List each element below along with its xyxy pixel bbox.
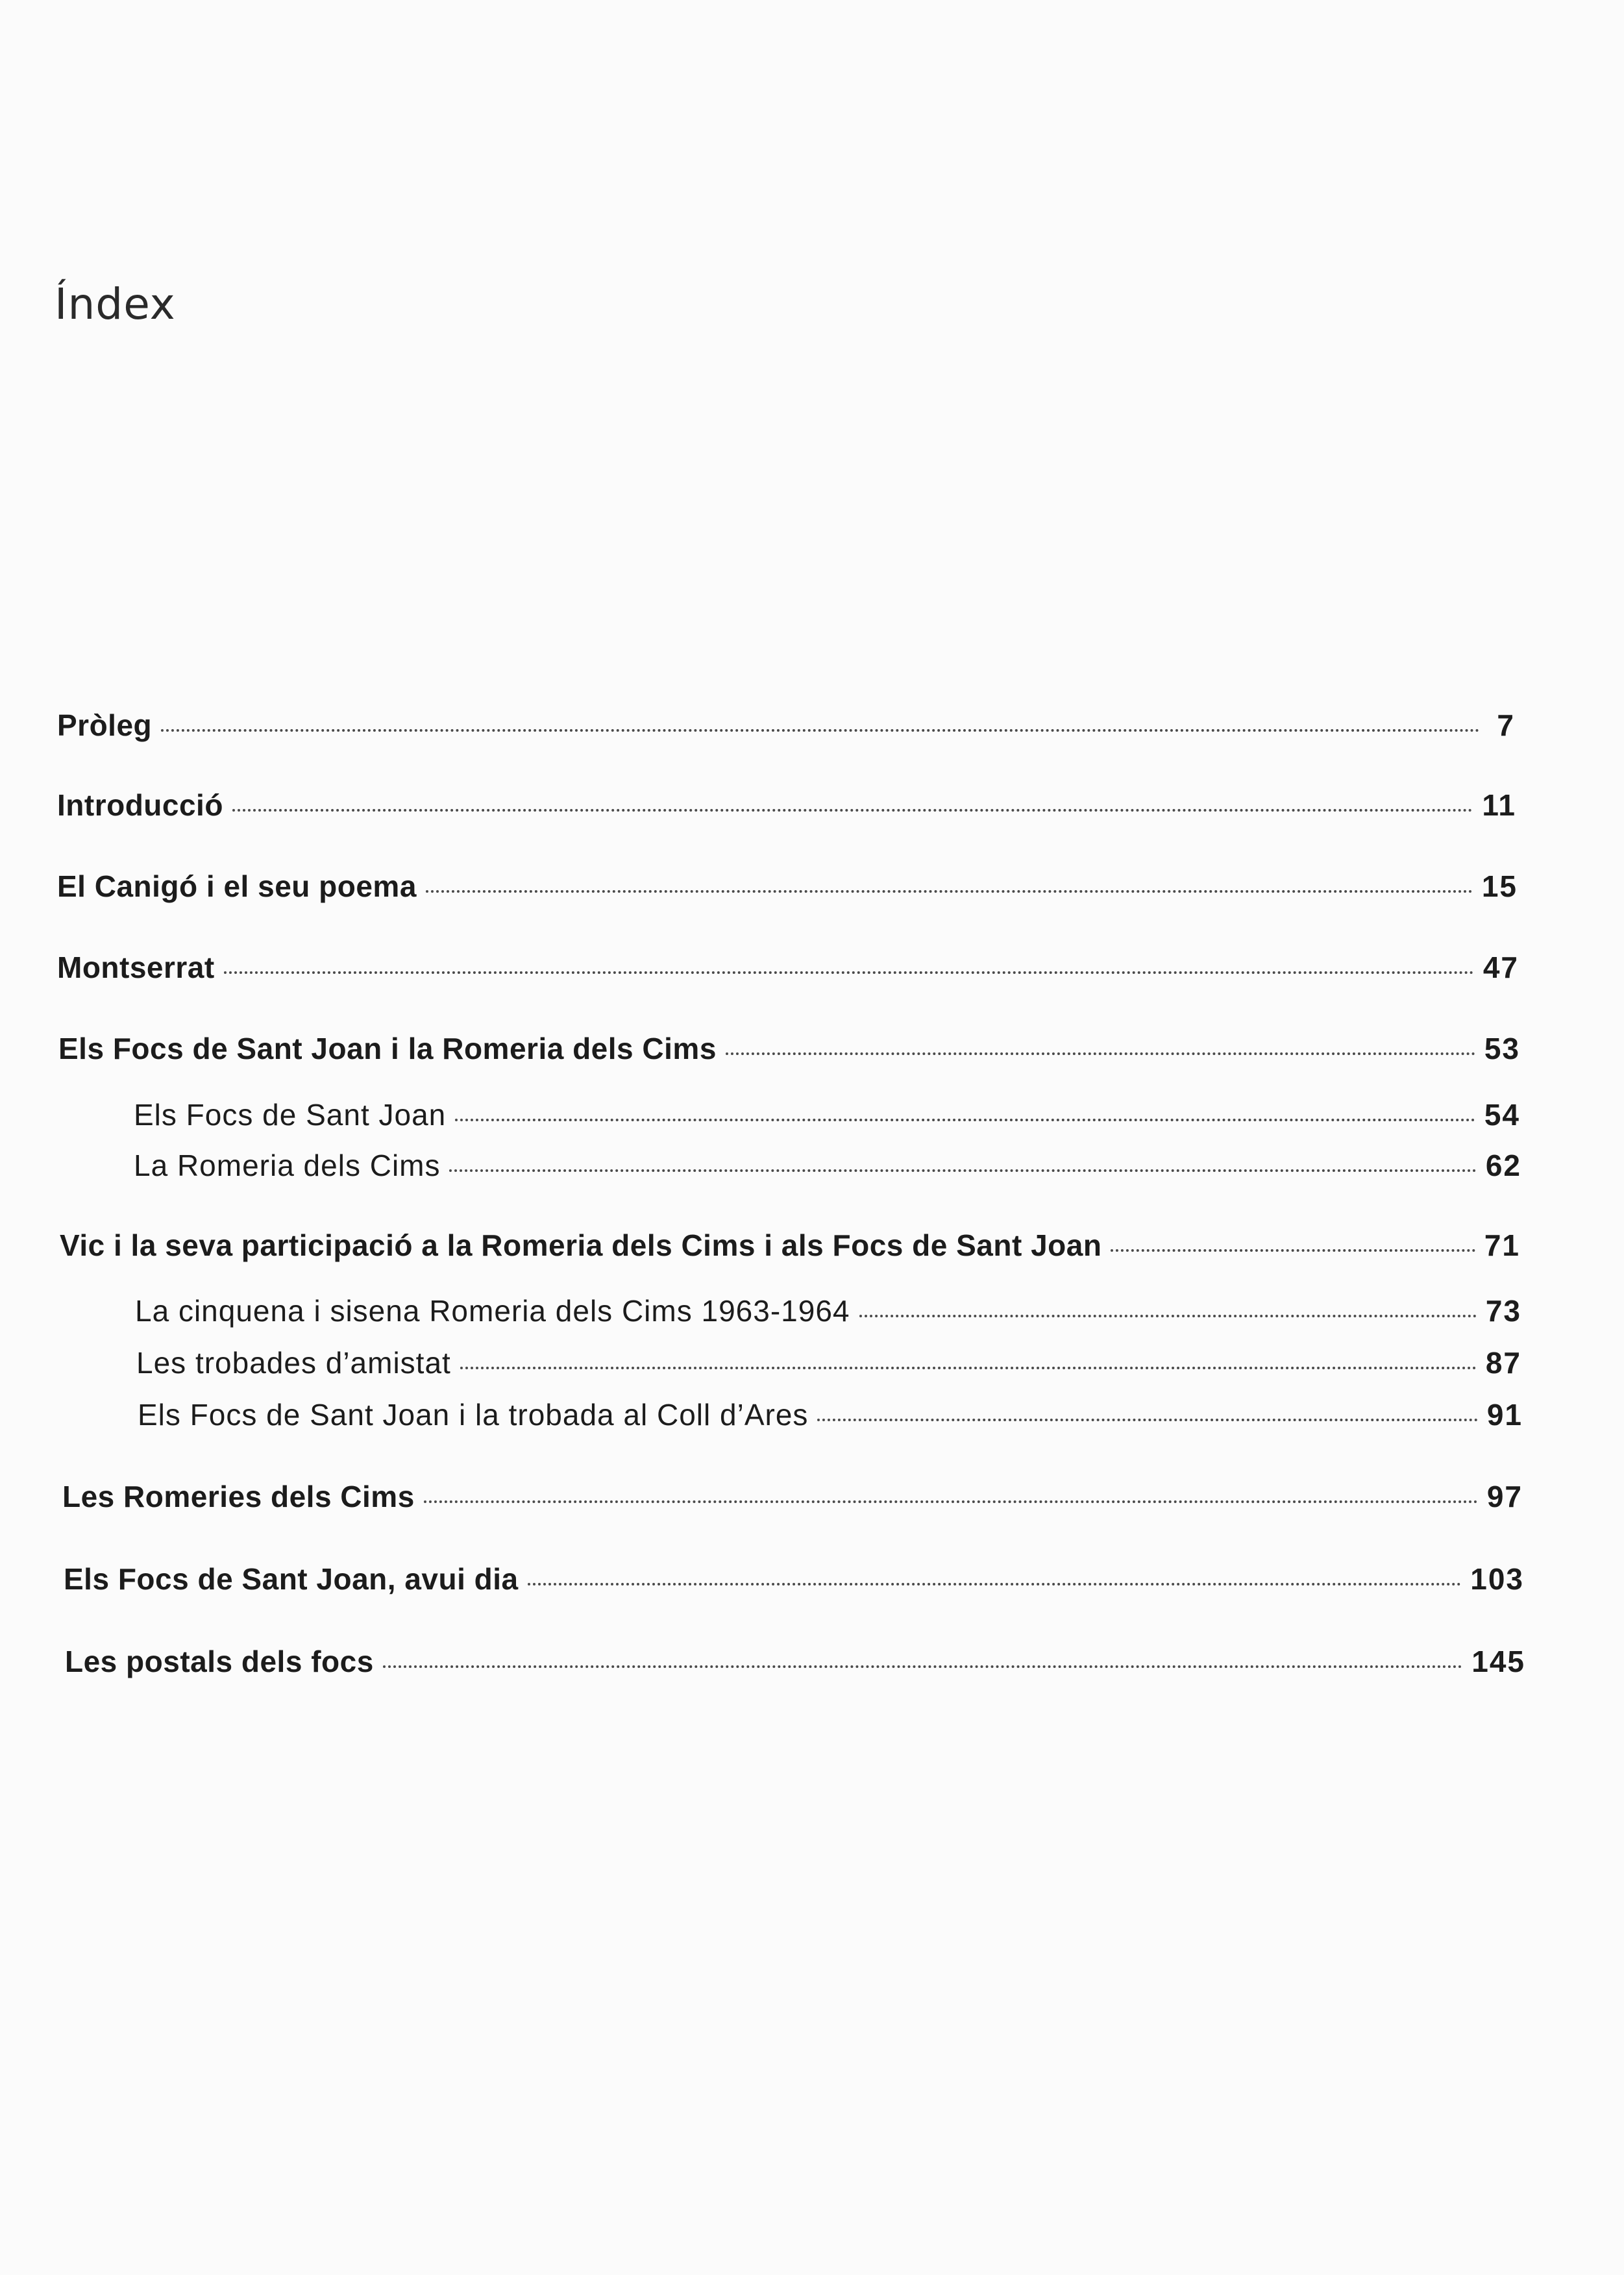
dot-leader <box>817 1419 1477 1421</box>
dot-leader <box>232 809 1473 812</box>
page-title: Índex <box>55 279 176 329</box>
dot-leader <box>449 1169 1476 1172</box>
toc-entry-page: 145 <box>1471 1645 1525 1678</box>
dot-leader <box>383 1665 1462 1668</box>
toc-entry-page: 73 <box>1485 1294 1521 1328</box>
dot-leader <box>224 971 1474 974</box>
toc-entry-page: 103 <box>1470 1562 1524 1596</box>
dot-leader <box>528 1583 1462 1585</box>
toc-entry-label: Els Focs de Sant Joan i la Romeria dels Cims <box>58 1032 717 1065</box>
toc-entry-label: El Canigó i el seu poema <box>57 869 417 903</box>
toc-entry <box>64 1561 1524 1607</box>
toc-entry-page: 97 <box>1486 1480 1523 1513</box>
toc-entry-label: Les Romeries dels Cims <box>62 1480 415 1513</box>
toc-entry-label: La Romeria dels Cims <box>134 1149 441 1182</box>
toc-entry-page: 54 <box>1484 1098 1520 1132</box>
toc-entry-label: Els Focs de Sant Joan i la trobada al Coll d’Ares <box>138 1398 809 1432</box>
toc-entry <box>62 1479 1523 1524</box>
toc-entry-label: Vic i la seva participació a la Romeria dels Cims i als Focs de Sant Joan <box>60 1228 1102 1262</box>
toc-entry-page: 87 <box>1485 1346 1521 1380</box>
toc-entry <box>57 869 1518 914</box>
toc-entry-page: 7 <box>1497 708 1515 742</box>
dot-leader <box>424 1500 1478 1503</box>
toc-entry <box>57 788 1516 833</box>
toc-entry <box>58 1031 1520 1076</box>
dot-leader <box>859 1315 1477 1317</box>
toc-entry-page: 62 <box>1485 1149 1521 1182</box>
toc-subentry <box>138 1397 1523 1443</box>
toc-entry-label: Els Focs de Sant Joan, avui dia <box>64 1562 519 1596</box>
dot-leader <box>460 1367 1477 1369</box>
toc-subentry <box>135 1293 1521 1339</box>
toc-entry-label: Montserrat <box>57 951 215 984</box>
toc-entry-page: 71 <box>1484 1228 1520 1262</box>
toc-entry-page: 15 <box>1481 869 1518 903</box>
toc-entry-page: 47 <box>1483 951 1519 984</box>
toc-subentry <box>136 1345 1521 1391</box>
dot-leader <box>726 1052 1475 1055</box>
toc-entry <box>57 950 1519 995</box>
toc-entry-label: Introducció <box>57 788 223 822</box>
toc-entry-page: 91 <box>1486 1398 1523 1432</box>
toc-subentry <box>134 1097 1520 1143</box>
toc-entry-label: Els Focs de Sant Joan <box>134 1098 447 1132</box>
toc-entry-label: Les trobades d’amistat <box>136 1346 451 1380</box>
toc-subentry <box>134 1148 1521 1193</box>
dot-leader <box>426 890 1473 893</box>
toc-entry <box>60 1228 1520 1273</box>
toc-entry-page: 53 <box>1484 1032 1520 1065</box>
dot-leader <box>455 1119 1475 1121</box>
toc-entry-page: 11 <box>1482 788 1516 822</box>
toc-entry <box>65 1644 1525 1689</box>
toc-entry-label: Pròleg <box>57 708 153 742</box>
dot-leader <box>1111 1249 1475 1252</box>
toc-entry-label: La cinquena i sisena Romeria dels Cims 1963-1964 <box>135 1294 850 1328</box>
toc-entry-label: Les postals dels focs <box>65 1645 374 1678</box>
toc-entry <box>57 708 1515 753</box>
dot-leader <box>161 729 1480 732</box>
